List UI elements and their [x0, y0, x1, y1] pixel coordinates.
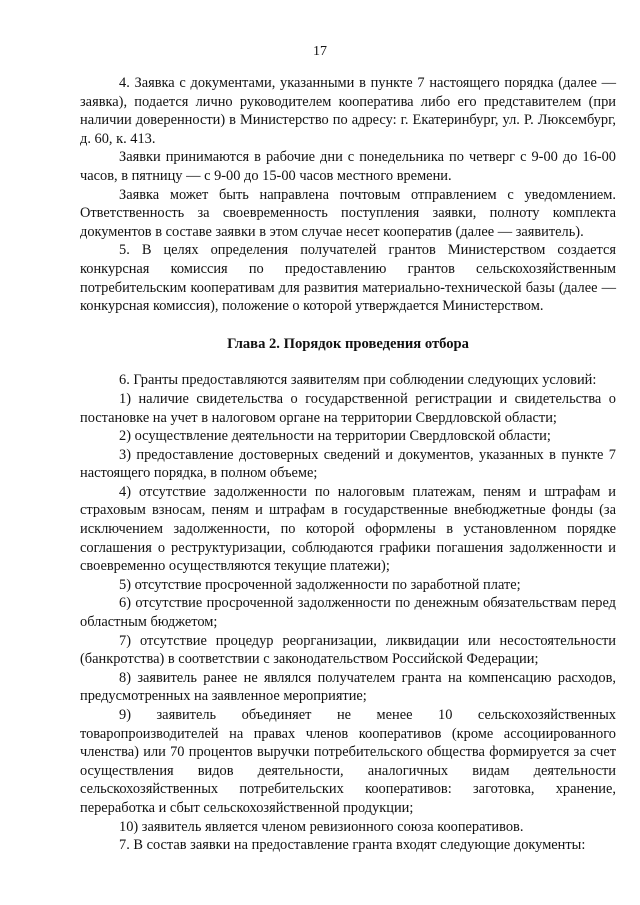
paragraph-hours: Заявки принимаются в рабочие дни с понедельника по четверг с 9-00 до 16-00 часов, в пятницу — с 9-00 до 15-00 часов местного времени. [80, 149, 616, 184]
condition-item: 3) предоставление достоверных сведений и документов, указанных в пункте 7 настоящего порядка, в полном объеме; [80, 446, 616, 482]
condition-item: 7) отсутствие процедур реорганизации, ликвидации или несостоятельности (банкротства) в соответствии с законодательством Российской Федерации; [80, 632, 616, 668]
page-number: 17 [313, 44, 327, 59]
condition-item: 2) осуществление деятельности на территории Свердловской области; [119, 428, 551, 445]
page-body [80, 74, 616, 855]
condition-item: 10) заявитель является членом ревизионного союза кооперативов. [119, 818, 524, 835]
condition-item: 6) отсутствие просроченной задолженности по денежным обязательствам перед областным бюджетом; [80, 595, 616, 631]
paragraph-7: 7. В состав заявки на предоставление гранта входят следующие документы: [119, 837, 586, 854]
condition-item: 1) наличие свидетельства о государственной регистрации и свидетельства о постановке на учет в налоговом органе на территории Свердловской области; [80, 390, 616, 426]
paragraph-6: 6. Гранты предоставляются заявителям при соблюдении следующих условий: [119, 372, 597, 389]
condition-item: 9) заявитель объединяет не менее 10 сельскохозяйственных товаропроизводителей на правах членов кооперативов (кроме ассоциированного членства) или 70 процентов выручки потребительского общества формируется за счет осуществления видов деятельности, аналогичных видам деятельности сельскохозяйственных потребительских кооперативов: заготовка, хранение, переработка и сбыт сельскохозяйственной продукции; [80, 707, 616, 816]
chapter-heading: Глава 2. Порядок проведения отбора [227, 335, 469, 352]
condition-item: 4) отсутствие задолженности по налоговым платежам, пеням и штрафам и страховым взносам, пеням и штрафам в государственные внебюджетные фонды (за исключением задолженности, по которой оформлены в установленном порядке соглашения о реструктуризации, соблюдаются графики погашения задолженности и своевременно осуществляются текущие платежи); [80, 483, 616, 575]
paragraph-mail: Заявка может быть направлена почтовым отправлением с уведомлением. Ответственность за своевременность поступления заявки, полноту комплекта документов в составе заявки в этом случае несет кооператив (далее — заявитель). [80, 186, 616, 240]
condition-item: 8) заявитель ранее не являлся получателем гранта на компенсацию расходов, предусмотренных на заявленное мероприятие; [80, 669, 616, 705]
paragraph-5: 5. В целях определения получателей грантов Министерством создается конкурсная комиссия по предоставлению грантов сельскохозяйственным потребительским кооперативам для развития материально-технической базы (далее — конкурсная комиссия), положение о которой утверждается Министерством. [80, 242, 616, 315]
condition-item: 5) отсутствие просроченной задолженности по заработной плате; [119, 576, 521, 593]
paragraph-4: 4. Заявка с документами, указанными в пункте 7 настоящего порядка (далее — заявка), подается лично руководителем кооператива либо его представителем (при наличии доверенности) в Министерство по адресу: г. Екатеринбург, ул. Р. Люксембург, д. 60, к. 413. [80, 75, 616, 147]
